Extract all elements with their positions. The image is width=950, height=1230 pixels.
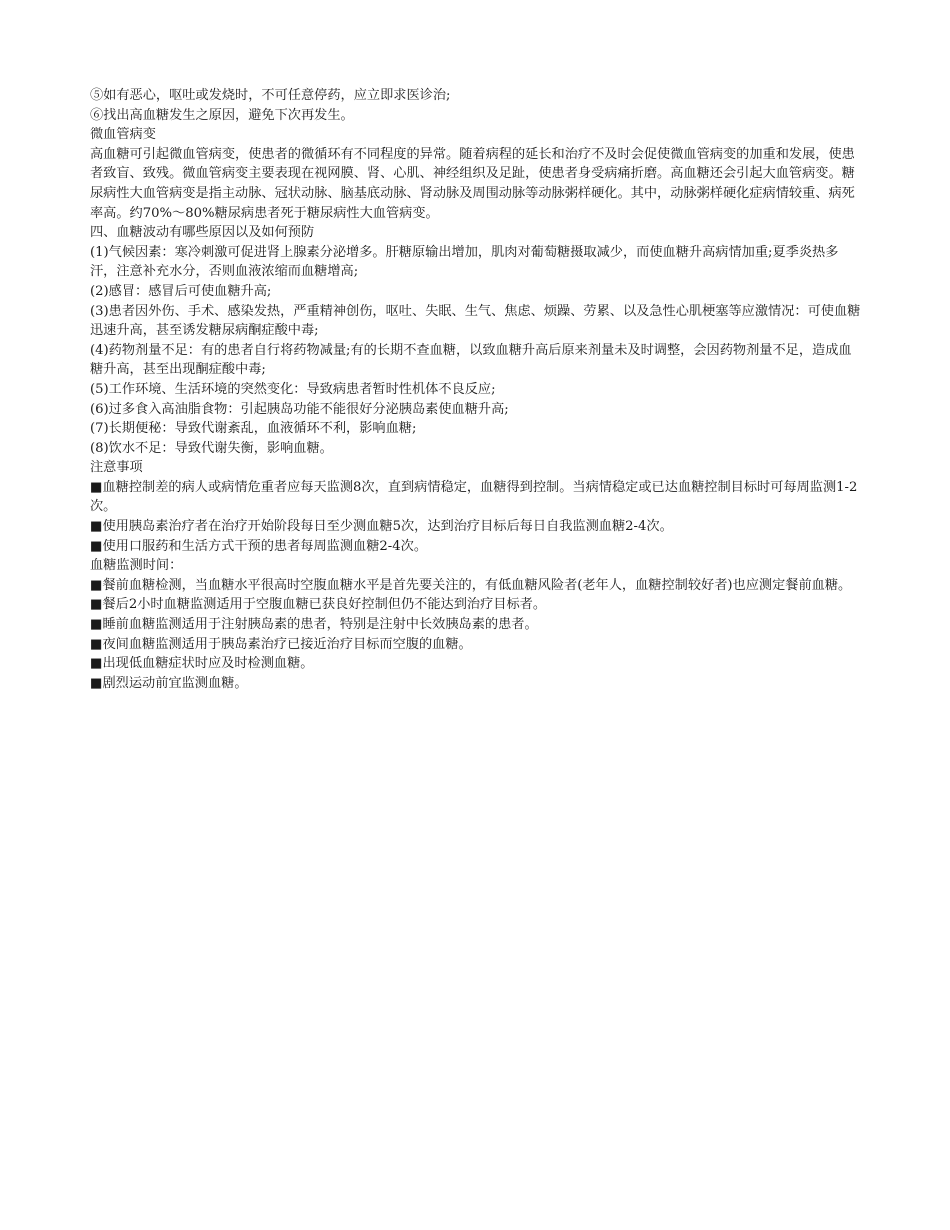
- list-item: ■使用口服药和生活方式干预的患者每周监测血糖2-4次。: [90, 538, 428, 554]
- document-body: [90, 86, 862, 693]
- list-item: (6)过多食入高油脂食物：引起胰岛功能不能很好分泌胰岛素使血糖升高;: [90, 401, 509, 417]
- list-item: ■餐前血糖检测，当血糖水平很高时空腹血糖水平是首先要关注的，有低血糖风险者(老年人，血糖控制较好者)也应测定餐前血糖。: [90, 577, 852, 593]
- section-heading-monitoring-time: 血糖监测时间：: [90, 558, 183, 574]
- list-item: (4)药物剂量不足：有的患者自行将药物减量;有的长期不查血糖，以致血糖升高后原来剂量未及时调整，会因药物剂量不足，造成血糖升高，甚至出现酮症酸中毒;: [90, 342, 852, 378]
- section-heading-glucose-fluctuation: 四、血糖波动有哪些原因以及如何预防: [90, 225, 315, 241]
- list-item: ⑥找出高血糖发生之原因，避免下次再发生。: [90, 107, 354, 123]
- list-item: ■夜间血糖监测适用于胰岛素治疗已接近治疗目标而空腹的血糖。: [90, 636, 472, 652]
- list-item: (1)气候因素：寒冷刺激可促进肾上腺素分泌增多。肝糖原输出增加，肌肉对葡萄糖摄取减少，而使血糖升高病情加重;夏季炎热多汗，注意补充水分，否则血液浓缩而血糖增高;: [90, 244, 839, 280]
- list-item: (8)饮水不足：导致代谢失衡，影响血糖。: [90, 440, 333, 456]
- list-item: ■餐后2小时血糖监测适用于空腹血糖已获良好控制但仍不能达到治疗目标者。: [90, 597, 547, 613]
- list-item: ■剧烈运动前宜监测血糖。: [90, 675, 248, 691]
- section-heading-microvascular: 微血管病变: [90, 127, 156, 143]
- list-item: ⑤如有恶心，呕吐或发烧时，不可任意停药，应立即求医诊治;: [90, 88, 451, 103]
- list-item: ■使用胰岛素治疗者在治疗开始阶段每日至少测血糖5次，达到治疗目标后每日自我监测血糖2-4次。: [90, 519, 673, 535]
- section-heading-precautions: 注意事项: [90, 460, 143, 476]
- list-item: (3)患者因外伤、手术、感染发热，严重精神创伤，呕吐、失眠、生气、焦虑、烦躁、劳累、以及急性心肌梗塞等应激情况：可使血糖迅速升高，甚至诱发糖尿病酮症酸中毒;: [90, 303, 861, 339]
- list-item: (5)工作环境、生活环境的突然变化：导致病患者暂时性机体不良反应;: [90, 381, 496, 397]
- list-item: (7)长期便秘：导致代谢紊乱，血液循环不利，影响血糖;: [90, 421, 417, 437]
- list-item: (2)感冒：感冒后可使血糖升高;: [90, 283, 272, 299]
- list-item: ■睡前血糖监测适用于注射胰岛素的患者，特别是注射中长效胰岛素的患者。: [90, 617, 538, 633]
- list-item: ■出现低血糖症状时应及时检测血糖。: [90, 656, 314, 672]
- paragraph: 高血糖可引起微血管病变，使患者的微循环有不同程度的异常。随着病程的延长和治疗不及时会促使微血管病变的加重和发展，使患者致盲、致残。微血管病变主要表现在视网膜、肾、心肌、神经组织及足趾，使患者身受病痛折磨。高血糖还会引起大血管病变。糖尿病性大血管病变是指主动脉、冠状动脉、脑基底动脉、肾动脉及周围动脉等动脉粥样硬化。其中，动脉粥样硬化症病情较重、病死率高。约70%～80%糖尿病患者死于糖尿病性大血管病变。: [90, 146, 855, 221]
- list-item: ■血糖控制差的病人或病情危重者应每天监测8次，直到病情稳定，血糖得到控制。当病情稳定或已达血糖控制目标时可每周监测1-2次。: [90, 479, 858, 515]
